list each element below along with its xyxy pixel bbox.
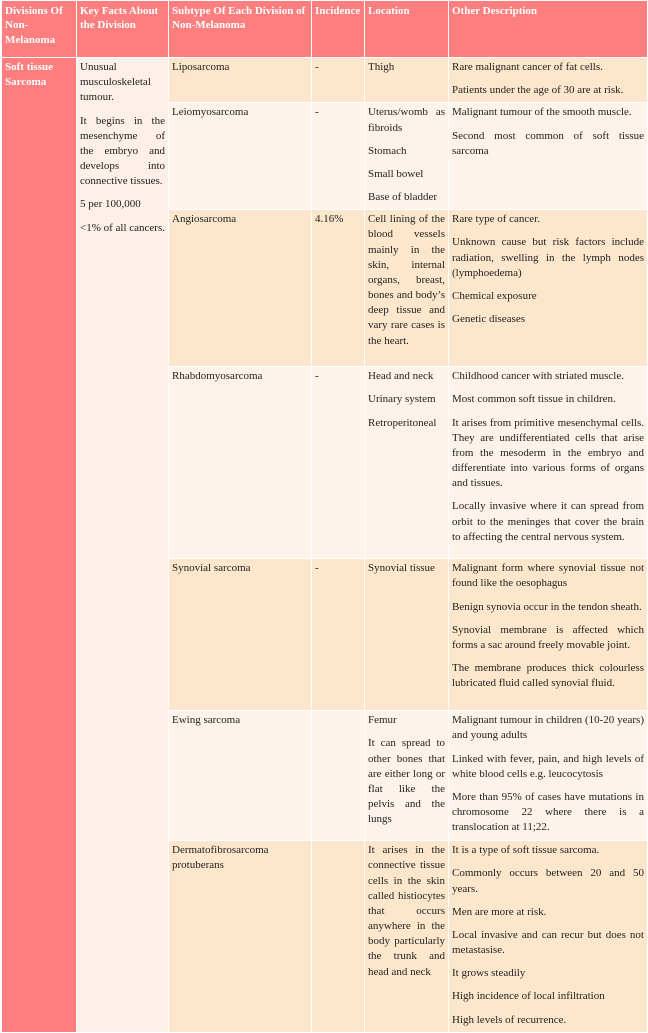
location-cell-line: It arises in the connective tissue cells in the skin called histiocytes that occurs anywhere in the body particularly the trunk and head and neck: [368, 844, 445, 978]
location-cell: [365, 210, 449, 367]
incidence-value: -: [312, 103, 365, 210]
description-cell-line: Most common soft tissue in children.: [452, 393, 616, 406]
description-cell-line: Childhood cancer with striated muscle.: [452, 370, 624, 383]
location-cell: [365, 58, 449, 103]
location-cell-line: Small bowel: [368, 167, 424, 180]
description-cell-line: Synovial membrane is affected which forms a sac around freely movable joint.: [452, 623, 644, 651]
description-cell-line: Locally invasive where it can spread from orbit to the meninges that cover the brain to affecting the central nervous system.: [452, 500, 644, 543]
description-cell-line: Rare type of cancer.: [452, 213, 540, 226]
description-cell-line: It is a type of soft tissue sarcoma.: [452, 844, 600, 857]
incidence-value: -: [312, 367, 365, 559]
location-cell-line: Urinary system: [368, 393, 436, 406]
location-cell-line: Uterus/womb as fibroids: [368, 106, 445, 134]
description-cell-line: Commonly occurs between 20 and 50 years.: [452, 867, 644, 895]
location-cell-line: Cell lining of the blood vessels mainly in the skin, internal organs, breast, bones and body’s deep tissue and vary rare cases is the heart.: [368, 213, 445, 347]
location-cell-line: Femur: [368, 714, 397, 727]
location-cell-line: Synovial tissue: [368, 562, 435, 575]
description-cell-line: Malignant tumour in children (10-20 years) and young adults: [452, 714, 644, 742]
description-cell-line: Rare malignant cancer of fat cells.: [452, 61, 603, 73]
location-cell: [365, 103, 449, 210]
description-cell-line: Men are more at risk.: [452, 905, 547, 918]
header-key-facts: Key Facts About the Division: [77, 1, 169, 58]
header-description: Other Description: [449, 1, 648, 58]
table-row: [2, 58, 648, 103]
description-cell-line: Unknown cause but risk factors include radiation, swelling in the lymph nodes (lymphoedema): [452, 236, 644, 279]
location-cell-line: Base of bladder: [368, 191, 438, 204]
division-key-facts-line: Unusual musculoskeletal tumour.: [80, 61, 151, 104]
description-cell-line: More than 95% of cases have mutations in chromosome 22 where there is a translocation at 11;22.: [452, 790, 644, 834]
division-key-facts: [77, 58, 169, 1033]
incidence-value: 4.16%: [312, 210, 365, 367]
description-cell: [449, 58, 648, 103]
division-name: Soft tissue Sarcoma: [2, 58, 77, 1033]
description-cell-line: Linked with fever, pain, and high levels of white blood cells e.g. leucocytosis: [452, 752, 644, 780]
description-cell-line: Second most common of soft tissue sarcoma: [452, 129, 644, 157]
header-location: Location: [365, 1, 449, 58]
description-cell: [449, 103, 648, 210]
header-division: Divisions Of Non-Melanoma: [2, 1, 77, 58]
header-row: [2, 1, 648, 58]
description-cell-line: It grows steadily: [452, 967, 526, 980]
location-cell: [365, 367, 449, 559]
subtype-name: Synovial sarcoma: [169, 559, 312, 711]
header-incidence: Incidence: [312, 1, 365, 58]
division-key-facts-line: It begins in the mesenchyme of the embryo and develops into connective tissues.: [80, 114, 165, 188]
incidence-value: -: [312, 58, 365, 103]
description-cell-line: The membrane produces thick colourless lubricated fluid called synovial fluid.: [452, 662, 644, 690]
location-cell: [365, 559, 449, 711]
description-cell-line: Local invasive and can recur but does not metastasise.: [452, 928, 644, 957]
subtype-name: Rhabdomyosarcoma: [169, 367, 312, 559]
description-cell: [449, 559, 648, 711]
description-cell-line: Genetic diseases: [452, 313, 525, 326]
description-cell: [449, 841, 648, 1033]
location-cell-line: Thigh: [368, 61, 395, 73]
location-cell-line: Head and neck: [368, 370, 434, 383]
incidence-value: [312, 841, 365, 1033]
description-cell: [449, 367, 648, 559]
description-cell-line: Benign synovia occur in the tendon sheath.: [452, 600, 642, 613]
subtype-name: Ewing sarcoma: [169, 711, 312, 841]
description-cell-line: Patients under the age of 30 are at risk.: [452, 84, 624, 97]
location-cell-line: Retroperitoneal: [368, 416, 437, 429]
description-cell: [449, 711, 648, 841]
subtype-name: Dermatofibrosarcoma protuberans: [169, 841, 312, 1033]
description-cell-line: Chemical exposure: [452, 289, 537, 302]
subtype-name: Leiomyosarcoma: [169, 103, 312, 210]
location-cell-line: It can spread to other bones that are either long or flat like the pelvis and the lungs: [368, 737, 445, 826]
incidence-value: -: [312, 559, 365, 711]
description-cell-line: High incidence of local infiltration: [452, 990, 605, 1003]
header-subtype: Subtype Of Each Division of Non-Melanoma: [169, 1, 312, 58]
division-key-facts-line: 5 per 100,000: [80, 198, 141, 211]
incidence-value: [312, 711, 365, 841]
description-cell-line: Malignant tumour of the smooth muscle.: [452, 106, 632, 119]
subtype-name: Liposarcoma: [169, 58, 312, 103]
description-cell-line: Malignant form where synovial tissue not found like the oesophagus: [452, 562, 644, 590]
non-melanoma-table: [1, 0, 648, 1033]
location-cell: [365, 711, 449, 841]
location-cell-line: Stomach: [368, 144, 407, 157]
subtype-name: Angiosarcoma: [169, 210, 312, 367]
description-cell-line: It arises from primitive mesenchymal cells. They are undifferentiated cells that arise from the mesoderm in the embryo and differentiate into various forms of organs and tissues.: [452, 416, 644, 490]
location-cell: [365, 841, 449, 1033]
division-key-facts-line: <1% of all cancers.: [80, 221, 165, 234]
description-cell: [449, 210, 648, 367]
description-cell-line: High levels of recurrence.: [452, 1013, 567, 1026]
